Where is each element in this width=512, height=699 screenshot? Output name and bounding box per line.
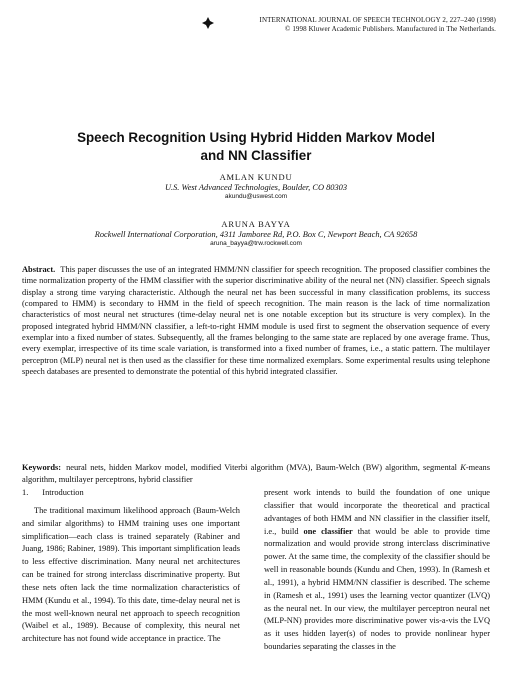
section-number: 1.: [22, 488, 29, 497]
author-name: AMLAN KUNDU: [219, 172, 293, 182]
title-line-2: and NN Classifier: [200, 148, 312, 163]
journal-line: INTERNATIONAL JOURNAL OF SPEECH TECHNOLOGY 2, 227–240 (1998): [259, 16, 496, 24]
author-block-2: [40, 219, 472, 247]
journal-header: [206, 16, 496, 34]
keywords-text-a: neural nets, hidden Markov model, modified Viterbi algorithm (MVA), Baum-Welch (BW) algorithm, segmental: [66, 463, 461, 472]
keywords-k: K: [460, 463, 466, 472]
column-left: [22, 487, 240, 646]
section-title: Introduction: [42, 488, 84, 497]
author-block-1: [40, 172, 472, 200]
keywords: [22, 462, 490, 485]
column-right: [264, 487, 490, 654]
abstract-text: This paper discusses the use of an integrated HMM/NN classifier for speech recognition. The proposed classifier combines the time normalization property of the HMM classifier with the superior discriminative ability of the neural net (NN) classifier. Speech signals display a strong time varying characteristic. Although the neural net has been successful in many classification problems, its success (compared to HMM) is secondary to HMM in the field of speech recognition. The main reason is the lack of time normalization characteristics of most neural net structures (time-delay neural net is one notable exception but its structure is very complex). In the proposed integrated hybrid HMM/NN classifier, a left-to-right HMM module is used first to segment the observation sequence of every exemplar into a fixed number of states. Subsequently, all the frames belonging to the same state are replaced by one average frame. Thus, every exemplar, irrespective of its time scale variation, is transformed into a fixed number of frames, i.e., a static pattern. The multilayer perceptron (MLP) neural net is then used as the classifier for these time normalized exemplars. Some experimental results using telephone speech databases are presented to demonstrate the potential of this hybrid integrated classifier.: [22, 265, 490, 377]
paragraph: [264, 487, 490, 654]
paragraph-text-a: present work intends to build the foundation of one unique classifier that would incorporate the theoretical and practical advantages of both HMM and NN classifier in the classifier itself, i.e., build: [264, 488, 490, 536]
publisher-logo-icon: [202, 17, 214, 29]
author-name: ARUNA BAYYA: [221, 219, 291, 229]
keywords-label: Keywords:: [22, 463, 62, 472]
emphasis-text: one classifier: [303, 526, 353, 536]
paper-title: [40, 129, 472, 165]
paragraph: The traditional maximum likelihood approach (Baum-Welch and similar algorithms) to HMM training uses one important simplification—each class is trained separately (Rabiner and Juang, 1986; Rabiner, 1989). This important simplification leads to less effective discrimination. Many neural net architectures can be trained for strong interclass discriminative property. But these nets often lack the time normalization characteristics of HMM (Kundu et al., 1994). To this date, time-delay neural net is the most well-known neural net approach to speech recognition (Waibel et al., 1989). Because of complexity, this neural net architecture has not found wide acceptance in practice. The: [22, 505, 240, 644]
abstract-label: Abstract.: [22, 265, 56, 274]
author-email: aruna_bayya@trw.rockwell.com: [210, 240, 302, 247]
paragraph-text-b: that would be able to provide time normalization and would provide strong interclass discriminative power. At the same time, the complexity of the classifier should be well in reasonable bounds (Kundu and Chen, 1993). In (Ramesh et al., 1991), a hybrid HMM/NN classifier is described. The scheme in (Ramesh et al., 1991) uses the learning vector quantizer (LVQ) as the neural net. In our view, the multilayer perceptron neural net (MLP-NN) provides more discriminative power vis-a-vis the LVQ as it uses hidden layer(s) of nodes to provide nonlinear hyper boundaries separating the classes in the: [264, 526, 490, 652]
abstract: [22, 264, 490, 377]
author-email: akundu@uswest.com: [224, 193, 288, 200]
section-heading: [22, 487, 240, 500]
author-affiliation: Rockwell International Corporation, 4311 Jamboree Rd, P.O. Box C, Newport Beach, CA 92658: [94, 230, 418, 239]
author-affiliation: U.S. West Advanced Technologies, Boulder, CO 80303: [164, 183, 348, 192]
keywords-text-b: -means algorithm, multilayer perceptrons, hybrid classifier: [22, 463, 490, 484]
copyright-line: © 1998 Kluwer Academic Publishers. Manufactured in The Netherlands.: [285, 25, 496, 33]
title-line-1: Speech Recognition Using Hybrid Hidden Markov Model: [77, 130, 435, 145]
